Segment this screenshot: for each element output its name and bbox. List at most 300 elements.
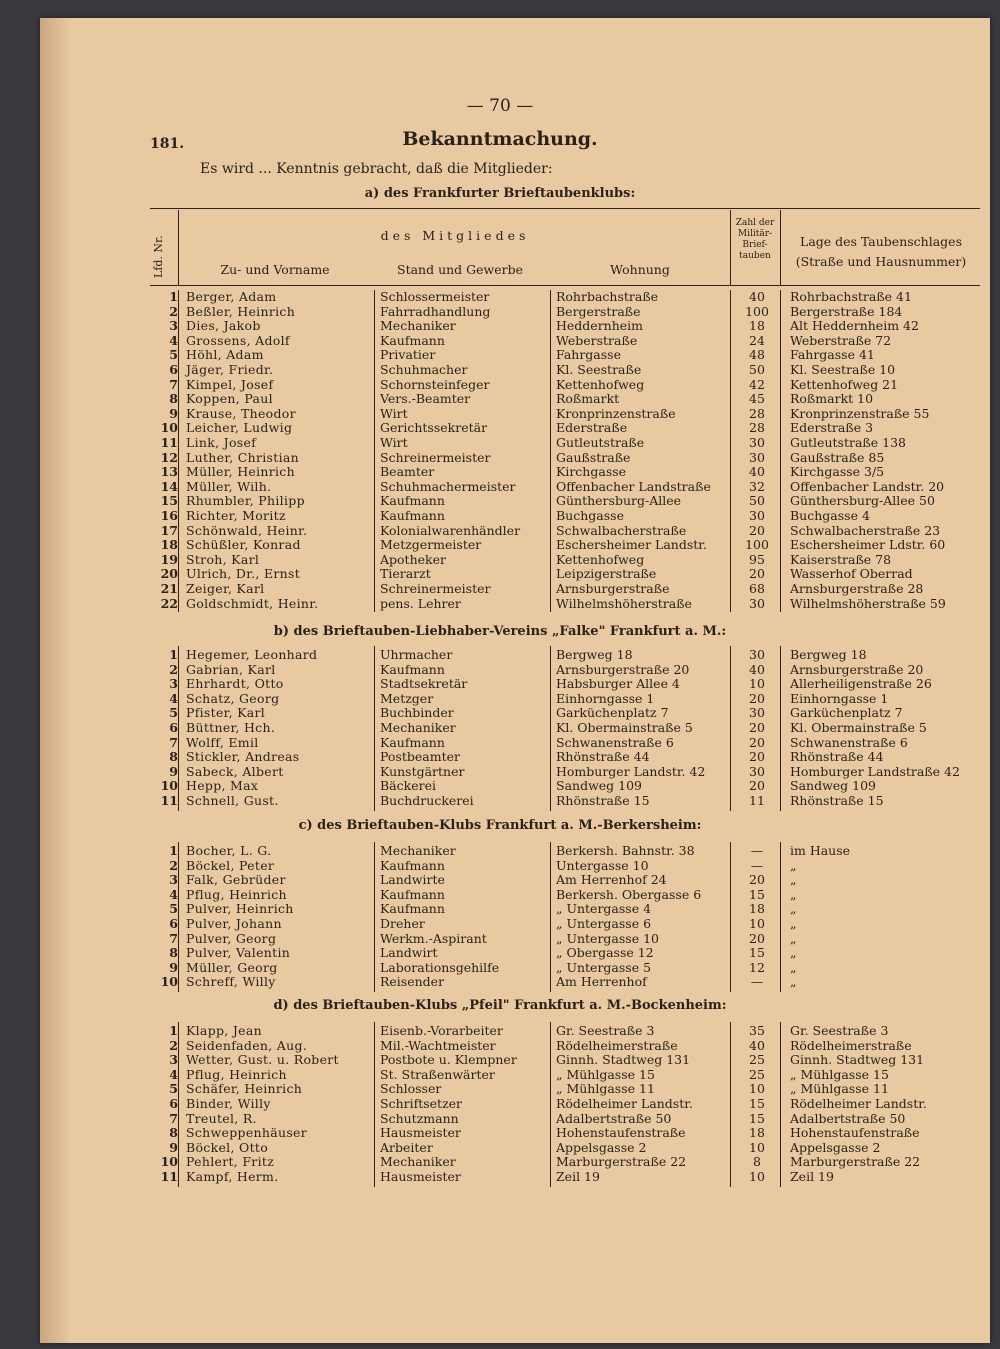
cell-stand: Privatier	[380, 347, 436, 363]
cell-stand: Beamter	[380, 464, 435, 480]
page-number: — 70 —	[466, 96, 534, 116]
cell-lage: Fahrgasse 41	[790, 347, 875, 363]
cell-lage: Schwalbacherstraße 23	[790, 522, 941, 538]
cell-wohnung: „ Untergasse 10	[556, 930, 659, 946]
cell-stand: Bäckerei	[380, 778, 436, 794]
header-lage: Lage des Taubenschlages (Straße und Hausnummer)	[795, 234, 967, 269]
cell-nr: 11	[160, 435, 178, 450]
cell-nr: 21	[160, 581, 178, 596]
table-row	[150, 721, 980, 736]
table-row	[150, 290, 980, 305]
cell-name: Link, Josef	[186, 435, 257, 450]
cell-stand: pens. Lehrer	[380, 595, 461, 611]
table-row	[150, 1170, 980, 1185]
cell-wohnung: Kl. Obermainstraße 5	[556, 720, 693, 735]
cell-nr: 7	[169, 930, 178, 946]
cell-zahl: 30	[749, 435, 765, 450]
cell-zahl: 15	[749, 1110, 765, 1126]
cell-zahl: 8	[753, 1154, 761, 1170]
cell-wohnung: Appelsgasse 2	[556, 1139, 647, 1155]
cell-stand: Metzgermeister	[380, 537, 482, 553]
cell-stand: Gerichtssekretär	[380, 420, 488, 436]
cell-zahl: 40	[749, 661, 765, 677]
cell-name: Leicher, Ludwig	[186, 420, 293, 436]
cell-lage: Arnsburgerstraße 20	[790, 661, 924, 677]
cell-name: Böckel, Peter	[186, 857, 275, 873]
cell-zahl: 10	[749, 1139, 765, 1155]
section-title-d: d) des Brieftauben-Klubs „Pfeil" Frankfurt a. M.-Bockenheim:	[273, 998, 727, 1013]
cell-lage: Allerheiligenstraße 26	[790, 676, 932, 692]
table-row	[150, 494, 980, 509]
cell-wohnung: Schwalbacherstraße	[556, 522, 687, 538]
cell-wohnung: Garküchenplatz 7	[556, 705, 669, 721]
cell-stand: Hausmeister	[380, 1125, 461, 1141]
cell-zahl: 20	[749, 778, 765, 794]
cell-name: Schäfer, Heinrich	[186, 1081, 303, 1097]
cell-zahl: 40	[749, 464, 765, 480]
cell-zahl: 20	[749, 734, 765, 750]
cell-name: Jäger, Friedr.	[186, 362, 274, 377]
cell-lage: „	[790, 901, 797, 917]
cell-name: Schönwald, Heinr.	[186, 522, 308, 538]
cell-lage: Homburger Landstraße 42	[790, 763, 960, 779]
cell-nr: 14	[160, 478, 178, 494]
table-row	[150, 1112, 980, 1127]
cell-zahl: 10	[749, 1081, 765, 1097]
table-row	[150, 553, 980, 568]
cell-nr: 5	[169, 705, 178, 721]
cell-lage: Kaiserstraße 78	[790, 551, 892, 567]
table-row	[150, 677, 980, 692]
cell-lage: Rödelheimerstraße	[790, 1037, 912, 1053]
cell-name: Pflug, Heinrich	[186, 1066, 287, 1082]
cell-zahl: 20	[749, 872, 765, 888]
cell-lage: Kirchgasse 3/5	[790, 464, 885, 480]
cell-nr: 9	[169, 1139, 178, 1155]
cell-lage: Gr. Seestraße 3	[790, 1023, 889, 1038]
cell-lage: Kl. Obermainstraße 5	[790, 720, 927, 735]
cell-wohnung: Rödelheimer Landstr.	[556, 1096, 693, 1111]
cell-lage: Bergerstraße 184	[790, 303, 903, 319]
cell-zahl: 30	[749, 705, 765, 721]
cell-stand: Apotheker	[380, 551, 446, 567]
cell-stand: Kaufmann	[380, 661, 445, 677]
cell-zahl: 100	[745, 537, 769, 553]
cell-wohnung: Fahrgasse	[556, 347, 621, 363]
cell-stand: Schriftsetzer	[380, 1096, 463, 1111]
cell-stand: Mechaniker	[380, 720, 456, 735]
cell-zahl: 45	[749, 391, 765, 407]
cell-lage: „	[790, 959, 797, 975]
table-row	[150, 567, 980, 582]
cell-name: Gabrian, Karl	[186, 661, 276, 677]
cell-wohnung: Hohenstaufenstraße	[556, 1125, 686, 1141]
header-bottom-rule	[150, 285, 980, 286]
cell-lage: Buchgasse 4	[790, 508, 870, 523]
cell-lage: „	[790, 930, 797, 946]
cell-stand: Uhrmacher	[380, 647, 453, 662]
cell-lage: „	[790, 872, 797, 888]
cell-name: Höhl, Adam	[186, 347, 264, 363]
cell-wohnung: Kettenhofweg	[556, 376, 645, 392]
table-row	[150, 975, 980, 990]
cell-lage: „ Mühlgasse 11	[790, 1081, 889, 1097]
cell-name: Müller, Georg	[186, 959, 278, 975]
cell-zahl: 24	[749, 332, 765, 348]
cell-name: Beßler, Heinrich	[186, 303, 296, 319]
cell-stand: Stadtsekretär	[380, 676, 468, 692]
cell-lage: Roßmarkt 10	[790, 391, 874, 407]
cell-wohnung: Marburgerstraße 22	[556, 1154, 687, 1170]
table-row	[150, 765, 980, 780]
table-row	[150, 1053, 980, 1068]
cell-nr: 10	[160, 974, 178, 990]
cell-zahl: 20	[749, 930, 765, 946]
cell-wohnung: Am Herrenhof	[556, 974, 647, 990]
cell-zahl: 30	[749, 449, 765, 465]
cell-lage: „	[790, 974, 797, 990]
section-title-c: c) des Brieftauben-Klubs Frankfurt a. M.-Berkersheim:	[298, 818, 702, 833]
cell-wohnung: Leipzigerstraße	[556, 566, 657, 582]
cell-lage: Offenbacher Landstr. 20	[790, 478, 945, 494]
cell-zahl: 18	[749, 1125, 765, 1141]
cell-name: Hepp, Max	[186, 778, 259, 794]
cell-stand: Kaufmann	[380, 508, 445, 523]
cell-stand: Landwirte	[380, 872, 445, 888]
table-row	[150, 946, 980, 961]
cell-zahl: —	[750, 857, 764, 873]
cell-zahl: 10	[749, 916, 765, 931]
cell-name: Kampf, Herm.	[186, 1169, 279, 1184]
cell-lage: Marburgerstraße 22	[790, 1154, 921, 1170]
cell-wohnung: Arnsburgerstraße 20	[556, 661, 690, 677]
divider	[730, 210, 731, 285]
cell-wohnung: Rohrbachstraße	[556, 289, 659, 304]
cell-stand: Mechaniker	[380, 318, 456, 334]
cell-nr: 1	[169, 843, 178, 858]
table-row	[150, 597, 980, 612]
cell-wohnung: Habsburger Allee 4	[556, 676, 680, 692]
cell-lage: Wasserhof Oberrad	[790, 566, 913, 582]
cell-stand: Kaufmann	[380, 332, 445, 348]
cell-lage: Bergweg 18	[790, 647, 867, 662]
cell-lage: Kronprinzenstraße 55	[790, 405, 930, 421]
cell-lage: „	[790, 857, 797, 873]
cell-zahl: 28	[749, 405, 765, 421]
cell-name: Schatz, Georg	[186, 690, 280, 706]
cell-nr: 4	[169, 332, 178, 348]
cell-stand: Kaufmann	[380, 493, 445, 509]
cell-stand: Arbeiter	[380, 1139, 433, 1155]
cell-zahl: 15	[749, 945, 765, 961]
cell-stand: Tierarzt	[380, 566, 431, 582]
table-row	[150, 706, 980, 721]
cell-stand: Laborationsgehilfe	[380, 959, 500, 975]
cell-zahl: —	[750, 843, 764, 858]
cell-wohnung: Arnsburgerstraße	[556, 581, 670, 596]
cell-nr: 4	[169, 690, 178, 706]
cell-lage: Adalbertstraße 50	[790, 1110, 906, 1126]
cell-zahl: 42	[749, 376, 765, 392]
cell-wohnung: Bergweg 18	[556, 647, 633, 662]
cell-name: Sabeck, Albert	[186, 763, 284, 779]
cell-wohnung: Schwanenstraße 6	[556, 734, 674, 750]
cell-name: Klapp, Jean	[186, 1023, 262, 1038]
cell-name: Pfister, Karl	[186, 705, 266, 721]
cell-nr: 2	[169, 303, 178, 319]
cell-name: Pehlert, Fritz	[186, 1154, 275, 1170]
cell-nr: 20	[160, 566, 178, 582]
cell-nr: 10	[160, 778, 178, 794]
cell-lage: Kettenhofweg 21	[790, 376, 899, 392]
table-row	[150, 524, 980, 539]
cell-stand: Schuhmachermeister	[380, 478, 516, 494]
cell-lage: Appelsgasse 2	[790, 1139, 881, 1155]
header-zahl: Zahl der Militär-Brief-tauben	[735, 218, 775, 261]
cell-wohnung: Untergasse 10	[556, 857, 649, 873]
cell-nr: 9	[169, 959, 178, 975]
cell-name: Krause, Theodor	[186, 405, 296, 421]
cell-stand: Schuhmacher	[380, 362, 468, 377]
cell-wohnung: „ Mühlgasse 15	[556, 1066, 655, 1082]
header-wohnung: Wohnung	[610, 262, 670, 277]
cell-wohnung: Homburger Landstr. 42	[556, 763, 706, 779]
cell-nr: 18	[160, 537, 178, 553]
cell-stand: Schlossermeister	[380, 289, 490, 304]
cell-lage: „	[790, 886, 797, 902]
cell-name: Stroh, Karl	[186, 551, 260, 567]
cell-name: Zeiger, Karl	[186, 581, 265, 596]
table-row	[150, 648, 980, 663]
cell-lage: Gutleutstraße 138	[790, 435, 906, 450]
cell-stand: Buchbinder	[380, 705, 454, 721]
cell-nr: 10	[160, 420, 178, 436]
cell-name: Büttner, Hch.	[186, 720, 276, 735]
cell-nr: 5	[169, 901, 178, 917]
cell-name: Schreff, Willy	[186, 974, 276, 990]
table-row	[150, 1068, 980, 1083]
cell-name: Wetter, Gust. u. Robert	[186, 1052, 339, 1068]
table-row	[150, 334, 980, 349]
cell-lage: „	[790, 916, 797, 931]
table-row	[150, 1024, 980, 1039]
cell-zahl: 30	[749, 647, 765, 662]
cell-name: Pulver, Heinrich	[186, 901, 294, 917]
cell-lage: „ Mühlgasse 15	[790, 1066, 889, 1082]
cell-zahl: 35	[749, 1023, 765, 1038]
table-row	[150, 538, 980, 553]
cell-name: Kimpel, Josef	[186, 376, 274, 392]
cell-zahl: 40	[749, 1037, 765, 1053]
cell-lage: Garküchenplatz 7	[790, 705, 903, 721]
cell-wohnung: Gaußstraße	[556, 449, 631, 465]
cell-nr: 8	[169, 749, 178, 765]
cell-stand: Schornsteinfeger	[380, 376, 490, 392]
cell-nr: 1	[169, 647, 178, 662]
cell-zahl: 20	[749, 720, 765, 735]
cell-wohnung: Buchgasse	[556, 508, 624, 523]
intro-text: Es wird ... Kenntnis gebracht, daß die Mitglieder:	[200, 161, 553, 177]
cell-wohnung: Einhorngasse 1	[556, 690, 655, 706]
cell-nr: 5	[169, 347, 178, 363]
table-row	[150, 378, 980, 393]
cell-nr: 10	[160, 1154, 178, 1170]
cell-zahl: 40	[749, 289, 765, 304]
cell-wohnung: Adalbertstraße 50	[556, 1110, 672, 1126]
cell-name: Hegemer, Leonhard	[186, 647, 318, 662]
cell-name: Pulver, Johann	[186, 916, 282, 931]
cell-nr: 8	[169, 945, 178, 961]
table-row	[150, 736, 980, 751]
table-row	[150, 1097, 980, 1112]
cell-nr: 16	[160, 508, 178, 523]
cell-name: Rhumbler, Philipp	[186, 493, 305, 509]
cell-nr: 3	[169, 872, 178, 888]
cell-zahl: 18	[749, 318, 765, 334]
cell-name: Ulrich, Dr., Ernst	[186, 566, 301, 582]
cell-name: Richter, Moritz	[186, 508, 286, 523]
cell-wohnung: Rhönstraße 15	[556, 793, 650, 808]
cell-stand: Mechaniker	[380, 1154, 456, 1170]
cell-name: Dies, Jakob	[186, 318, 261, 334]
cell-lage: im Hause	[790, 843, 851, 858]
cell-stand: Schreinermeister	[380, 449, 491, 465]
cell-wohnung: Gutleutstraße	[556, 435, 645, 450]
cell-wohnung: Kl. Seestraße	[556, 362, 642, 377]
cell-name: Koppen, Paul	[186, 391, 273, 407]
cell-lage: Günthersburg-Allee 50	[790, 493, 935, 509]
cell-zahl: 20	[749, 690, 765, 706]
reference-number: 181.	[150, 136, 185, 152]
cell-stand: Fahrradhandlung	[380, 303, 491, 319]
cell-nr: 8	[169, 391, 178, 407]
cell-wohnung: „ Obergasse 12	[556, 945, 654, 961]
cell-zahl: 10	[749, 1169, 765, 1184]
cell-name: Pulver, Georg	[186, 930, 277, 946]
cell-lage: Rohrbachstraße 41	[790, 289, 912, 304]
header-name: Zu- und Vorname	[220, 262, 330, 277]
cell-stand: Hausmeister	[380, 1169, 461, 1184]
cell-wohnung: Heddernheim	[556, 318, 644, 334]
cell-lage: Rödelheimer Landstr.	[790, 1096, 927, 1111]
cell-wohnung: Roßmarkt	[556, 391, 620, 407]
cell-nr: 1	[169, 289, 178, 304]
cell-nr: 7	[169, 1110, 178, 1126]
table-row	[150, 421, 980, 436]
table-row	[150, 888, 980, 903]
cell-lage: Eschersheimer Ldstr. 60	[790, 537, 946, 553]
cell-stand: Werkm.-Aspirant	[380, 930, 487, 946]
cell-wohnung: Zeil 19	[556, 1169, 600, 1184]
table-row	[150, 582, 980, 597]
cell-lage: Schwanenstraße 6	[790, 734, 908, 750]
table-row	[150, 917, 980, 932]
table-row	[150, 480, 980, 495]
cell-zahl: 50	[749, 362, 765, 377]
header-des-mitgliedes: des Mitgliedes	[380, 228, 530, 243]
divider	[780, 210, 781, 285]
cell-lage: Einhorngasse 1	[790, 690, 889, 706]
cell-stand: Eisenb.-Vorarbeiter	[380, 1023, 503, 1038]
cell-nr: 17	[160, 522, 178, 538]
table-row	[150, 779, 980, 794]
cell-stand: Buchdruckerei	[380, 793, 474, 808]
cell-name: Müller, Heinrich	[186, 464, 295, 480]
cell-zahl: 11	[749, 793, 765, 808]
cell-name: Schweppenhäuser	[186, 1125, 308, 1141]
cell-name: Schüßler, Konrad	[186, 537, 301, 553]
cell-stand: Schlosser	[380, 1081, 442, 1097]
cell-name: Stickler, Andreas	[186, 749, 300, 765]
table-row	[150, 692, 980, 707]
cell-zahl: 20	[749, 522, 765, 538]
cell-nr: 3	[169, 318, 178, 334]
cell-wohnung: Wilhelmshöherstraße	[556, 595, 692, 611]
cell-stand: Wirt	[380, 435, 408, 450]
cell-zahl: 20	[749, 749, 765, 765]
cell-stand: Landwirt	[380, 945, 438, 961]
cell-nr: 2	[169, 857, 178, 873]
cell-lage: Hohenstaufenstraße	[790, 1125, 920, 1141]
cell-lage: Ederstraße 3	[790, 420, 874, 436]
header-top-rule	[150, 208, 980, 209]
table-row	[150, 436, 980, 451]
table-row	[150, 1141, 980, 1156]
header-stand: Stand und Gewerbe	[397, 262, 523, 277]
table-row	[150, 305, 980, 320]
cell-nr: 2	[169, 661, 178, 677]
table-row	[150, 392, 980, 407]
cell-nr: 8	[169, 1125, 178, 1141]
cell-wohnung: „ Mühlgasse 11	[556, 1081, 655, 1097]
cell-name: Wolff, Emil	[186, 734, 259, 750]
cell-nr: 15	[160, 493, 178, 509]
cell-nr: 6	[169, 720, 178, 735]
cell-stand: Kolonialwarenhändler	[380, 522, 521, 538]
table-row	[150, 348, 980, 363]
cell-zahl: 12	[749, 959, 765, 975]
cell-zahl: 25	[749, 1052, 765, 1068]
table-row	[150, 859, 980, 874]
cell-stand: Kaufmann	[380, 857, 445, 873]
section-title-b: b) des Brieftauben-Liebhaber-Vereins „Falke" Frankfurt a. M.:	[273, 624, 727, 639]
cell-zahl: 68	[749, 581, 765, 596]
cell-lage: Sandweg 109	[790, 778, 876, 794]
cell-wohnung: Kronprinzenstraße	[556, 405, 676, 421]
cell-wohnung: Rhönstraße 44	[556, 749, 650, 765]
cell-zahl: 15	[749, 886, 765, 902]
table-row	[150, 1155, 980, 1170]
cell-wohnung: Berkersh. Bahnstr. 38	[556, 843, 695, 858]
cell-zahl: 30	[749, 595, 765, 611]
cell-nr: 7	[169, 376, 178, 392]
table-row	[150, 961, 980, 976]
cell-zahl: 20	[749, 566, 765, 582]
cell-stand: Postbote u. Klempner	[380, 1052, 517, 1068]
cell-wohnung: „ Untergasse 6	[556, 916, 652, 931]
divider	[178, 210, 179, 285]
cell-nr: 11	[160, 793, 178, 808]
cell-lage: Weberstraße 72	[790, 332, 892, 348]
cell-zahl: 30	[749, 763, 765, 779]
cell-stand: Reisender	[380, 974, 445, 990]
table-row	[150, 407, 980, 422]
cell-stand: Postbeamter	[380, 749, 460, 765]
cell-wohnung: „ Untergasse 4	[556, 901, 652, 917]
cell-stand: Schutzmann	[380, 1110, 459, 1126]
cell-lage: Gaußstraße 85	[790, 449, 885, 465]
cell-lage: Rhönstraße 44	[790, 749, 884, 765]
